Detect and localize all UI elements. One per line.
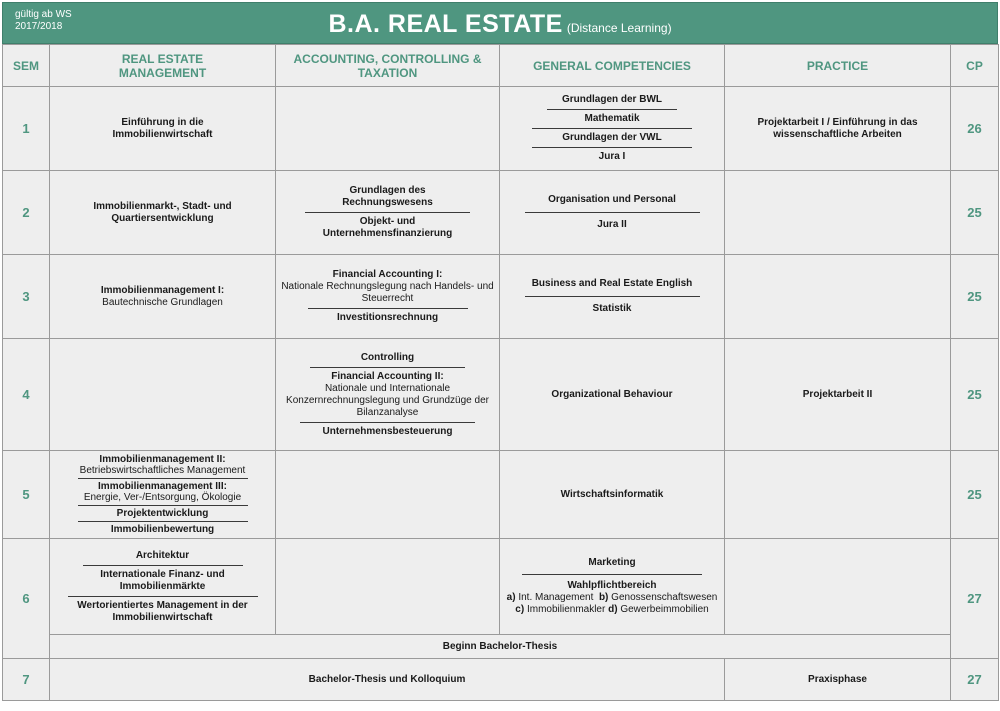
credit-points: 25 [951, 451, 999, 539]
semester-number: 3 [3, 255, 50, 339]
rem-cell [50, 255, 276, 339]
module-separator [305, 212, 470, 213]
gen-cell [500, 171, 725, 255]
curriculum-sheet [2, 2, 998, 701]
semester-row-2 [3, 171, 999, 255]
program-title: B.A. REAL ESTATE [328, 10, 563, 38]
module-separator [78, 521, 248, 522]
module-separator [68, 596, 258, 597]
credit-points: 25 [951, 339, 999, 451]
module-description: Bautechnische Grundlagen [102, 296, 223, 308]
module-wahlpflichtbereich: Wahlpflichtbereich [567, 580, 657, 591]
module-line: Projektarbeit I / Einführung in das [757, 116, 918, 128]
credit-points: 27 [951, 539, 999, 659]
semester-row-3 [3, 255, 999, 339]
module-line: Einführung in die [121, 116, 204, 128]
module-separator [308, 308, 468, 309]
semester-row-4 [3, 339, 999, 451]
module-description: Energie, Ver-/Entsorgung, Ökologie [83, 492, 242, 503]
module-jura-2: Jura II [597, 219, 627, 230]
semester-row-6 [3, 539, 999, 635]
module-title: Financial Accounting II: [331, 370, 444, 382]
module-immobilienbewertung: Immobilienbewertung [110, 524, 215, 535]
module-title: Immobilienmanagement II: [99, 454, 226, 465]
option-label: b) [598, 592, 609, 603]
module-line: Grundlagen des [349, 185, 426, 196]
curriculum-table [2, 44, 999, 701]
semester-number: 2 [3, 171, 50, 255]
module-line: Immobilienwirtschaft [112, 611, 213, 623]
thesis-start-row [3, 635, 999, 659]
column-header-sem: SEM [3, 45, 50, 87]
semester-row-1 [3, 87, 999, 171]
act-cell-empty [276, 451, 500, 539]
module-jura-1: Jura I [598, 151, 626, 162]
option-label: a) [506, 592, 516, 603]
module-separator [525, 296, 700, 297]
module-line: wissenschaftliche Arbeiten [773, 128, 902, 140]
module-separator [532, 147, 692, 148]
module-unternehmensbesteuerung: Unternehmensbesteuerung [322, 425, 453, 437]
practice-cell-empty [725, 451, 951, 539]
module-line: Rechnungswesens [342, 197, 433, 208]
gen-cell [500, 539, 725, 635]
rem-cell [50, 451, 276, 539]
module-line: Objekt- und [359, 216, 416, 227]
module-business-english: Business and Real Estate English [531, 278, 693, 289]
module-separator [300, 422, 475, 423]
module-description: Konzernrechnungslegung und Grundzüge der [286, 394, 489, 406]
column-header-accounting [276, 45, 500, 87]
credit-points: 27 [951, 659, 999, 701]
page-title [3, 10, 997, 39]
column-header-label: REAL ESTATE MANAGEMENT [118, 51, 207, 80]
practice-cell-empty [725, 171, 951, 255]
module-marketing: Marketing [588, 557, 636, 568]
module-description: Betriebswirtschaftliches Management [79, 465, 246, 476]
credit-points: 26 [951, 87, 999, 171]
bachelor-thesis-kolloquium: Bachelor-Thesis und Kolloquium [50, 659, 725, 701]
act-cell-empty [276, 87, 500, 171]
module-separator [532, 128, 692, 129]
module-description: Bilanzanalyse [356, 406, 419, 418]
module-title: Immobilienmanagement III: [98, 481, 227, 492]
header-bar [2, 2, 998, 44]
option-gewerbeimmobilien: Gewerbeimmobilien [620, 604, 709, 615]
option-immobilienmakler: Immobilienmakler [526, 604, 606, 615]
column-header-practice: PRACTICE [725, 45, 951, 87]
column-header-label: ACCOUNTING, CONTROLLING & TAXATION [293, 51, 482, 80]
semester-row-5 [3, 451, 999, 539]
module-organisation-personal: Organisation und Personal [548, 194, 676, 205]
module-description: Nationale Rechnungslegung nach Handels- und [281, 281, 494, 292]
semester-row-7 [3, 659, 999, 701]
semester-number: 5 [3, 451, 50, 539]
module-title: Immobilienmanagement I: [100, 284, 225, 296]
option-label: c) [515, 604, 525, 615]
elective-options-line-1 [504, 592, 720, 604]
module-wirtschaftsinformatik: Wirtschaftsinformatik [500, 451, 725, 539]
module-description: Nationale und Internationale [324, 382, 451, 394]
module-projektentwicklung: Projektentwicklung [116, 508, 209, 519]
act-cell [276, 171, 500, 255]
elective-options-line-2 [504, 604, 720, 616]
module-separator [522, 574, 702, 575]
option-label: d) [608, 604, 618, 615]
module-separator [78, 505, 248, 506]
practice-cell-empty [725, 255, 951, 339]
gen-cell [500, 87, 725, 171]
option-int-management: Int. Management [518, 592, 594, 603]
rem-cell-empty [50, 339, 276, 451]
rem-cell [50, 87, 276, 171]
semester-number: 6 [3, 539, 50, 659]
module-architektur: Architektur [135, 549, 190, 561]
module-praxisphase: Praxisphase [725, 659, 951, 701]
rem-cell [50, 539, 276, 635]
semester-number: 1 [3, 87, 50, 171]
column-header-general-competencies: GENERAL COMPETENCIES [500, 45, 725, 87]
module-controlling: Controlling [360, 351, 415, 363]
module-projektarbeit-2: Projektarbeit II [725, 339, 951, 451]
option-genossenschaftswesen: Genossenschaftswesen [611, 592, 718, 603]
module-separator [83, 565, 243, 566]
gen-cell [500, 255, 725, 339]
act-cell [276, 339, 500, 451]
module-grundlagen-vwl: Grundlagen der VWL [562, 132, 662, 143]
module-separator [547, 109, 677, 110]
validity-line-1: gültig ab WS [15, 9, 72, 20]
module-separator [525, 212, 700, 213]
module-line: Immobilienwirtschaft [112, 128, 213, 140]
semester-number: 7 [3, 659, 50, 701]
module-line: Immobilienmarkt-, Stadt- und [93, 200, 232, 212]
module-organizational-behaviour: Organizational Behaviour [500, 339, 725, 451]
practice-cell-empty [725, 539, 951, 635]
act-cell-empty [276, 539, 500, 635]
module-line: Unternehmensfinanzierung [322, 228, 453, 239]
credit-points: 25 [951, 171, 999, 255]
module-line: Quartiersentwicklung [111, 212, 214, 224]
module-statistik: Statistik [592, 303, 632, 314]
module-title: Financial Accounting I: [332, 269, 443, 280]
module-description: Steuerrecht [361, 293, 414, 304]
practice-cell [725, 87, 951, 171]
semester-number: 4 [3, 339, 50, 451]
module-mathematik: Mathematik [584, 113, 640, 124]
act-cell [276, 255, 500, 339]
rem-cell [50, 171, 276, 255]
program-subtitle: (Distance Learning) [566, 21, 672, 35]
column-header-cp: CP [951, 45, 999, 87]
credit-points: 25 [951, 255, 999, 339]
column-header-row [3, 45, 999, 87]
module-grundlagen-bwl: Grundlagen der BWL [562, 94, 662, 105]
validity-line-2: 2017/2018 [15, 21, 63, 32]
module-line: Wertorientiertes Management in der [77, 599, 248, 611]
module-investitionsrechnung: Investitionsrechnung [336, 312, 439, 323]
module-separator [310, 367, 465, 368]
module-line: Internationale Finanz- und [100, 568, 225, 580]
module-separator [78, 478, 248, 479]
module-line: Immobilienmärkte [119, 580, 206, 592]
beginn-bachelor-thesis: Beginn Bachelor-Thesis [50, 635, 951, 659]
column-header-real-estate-management [50, 45, 276, 87]
